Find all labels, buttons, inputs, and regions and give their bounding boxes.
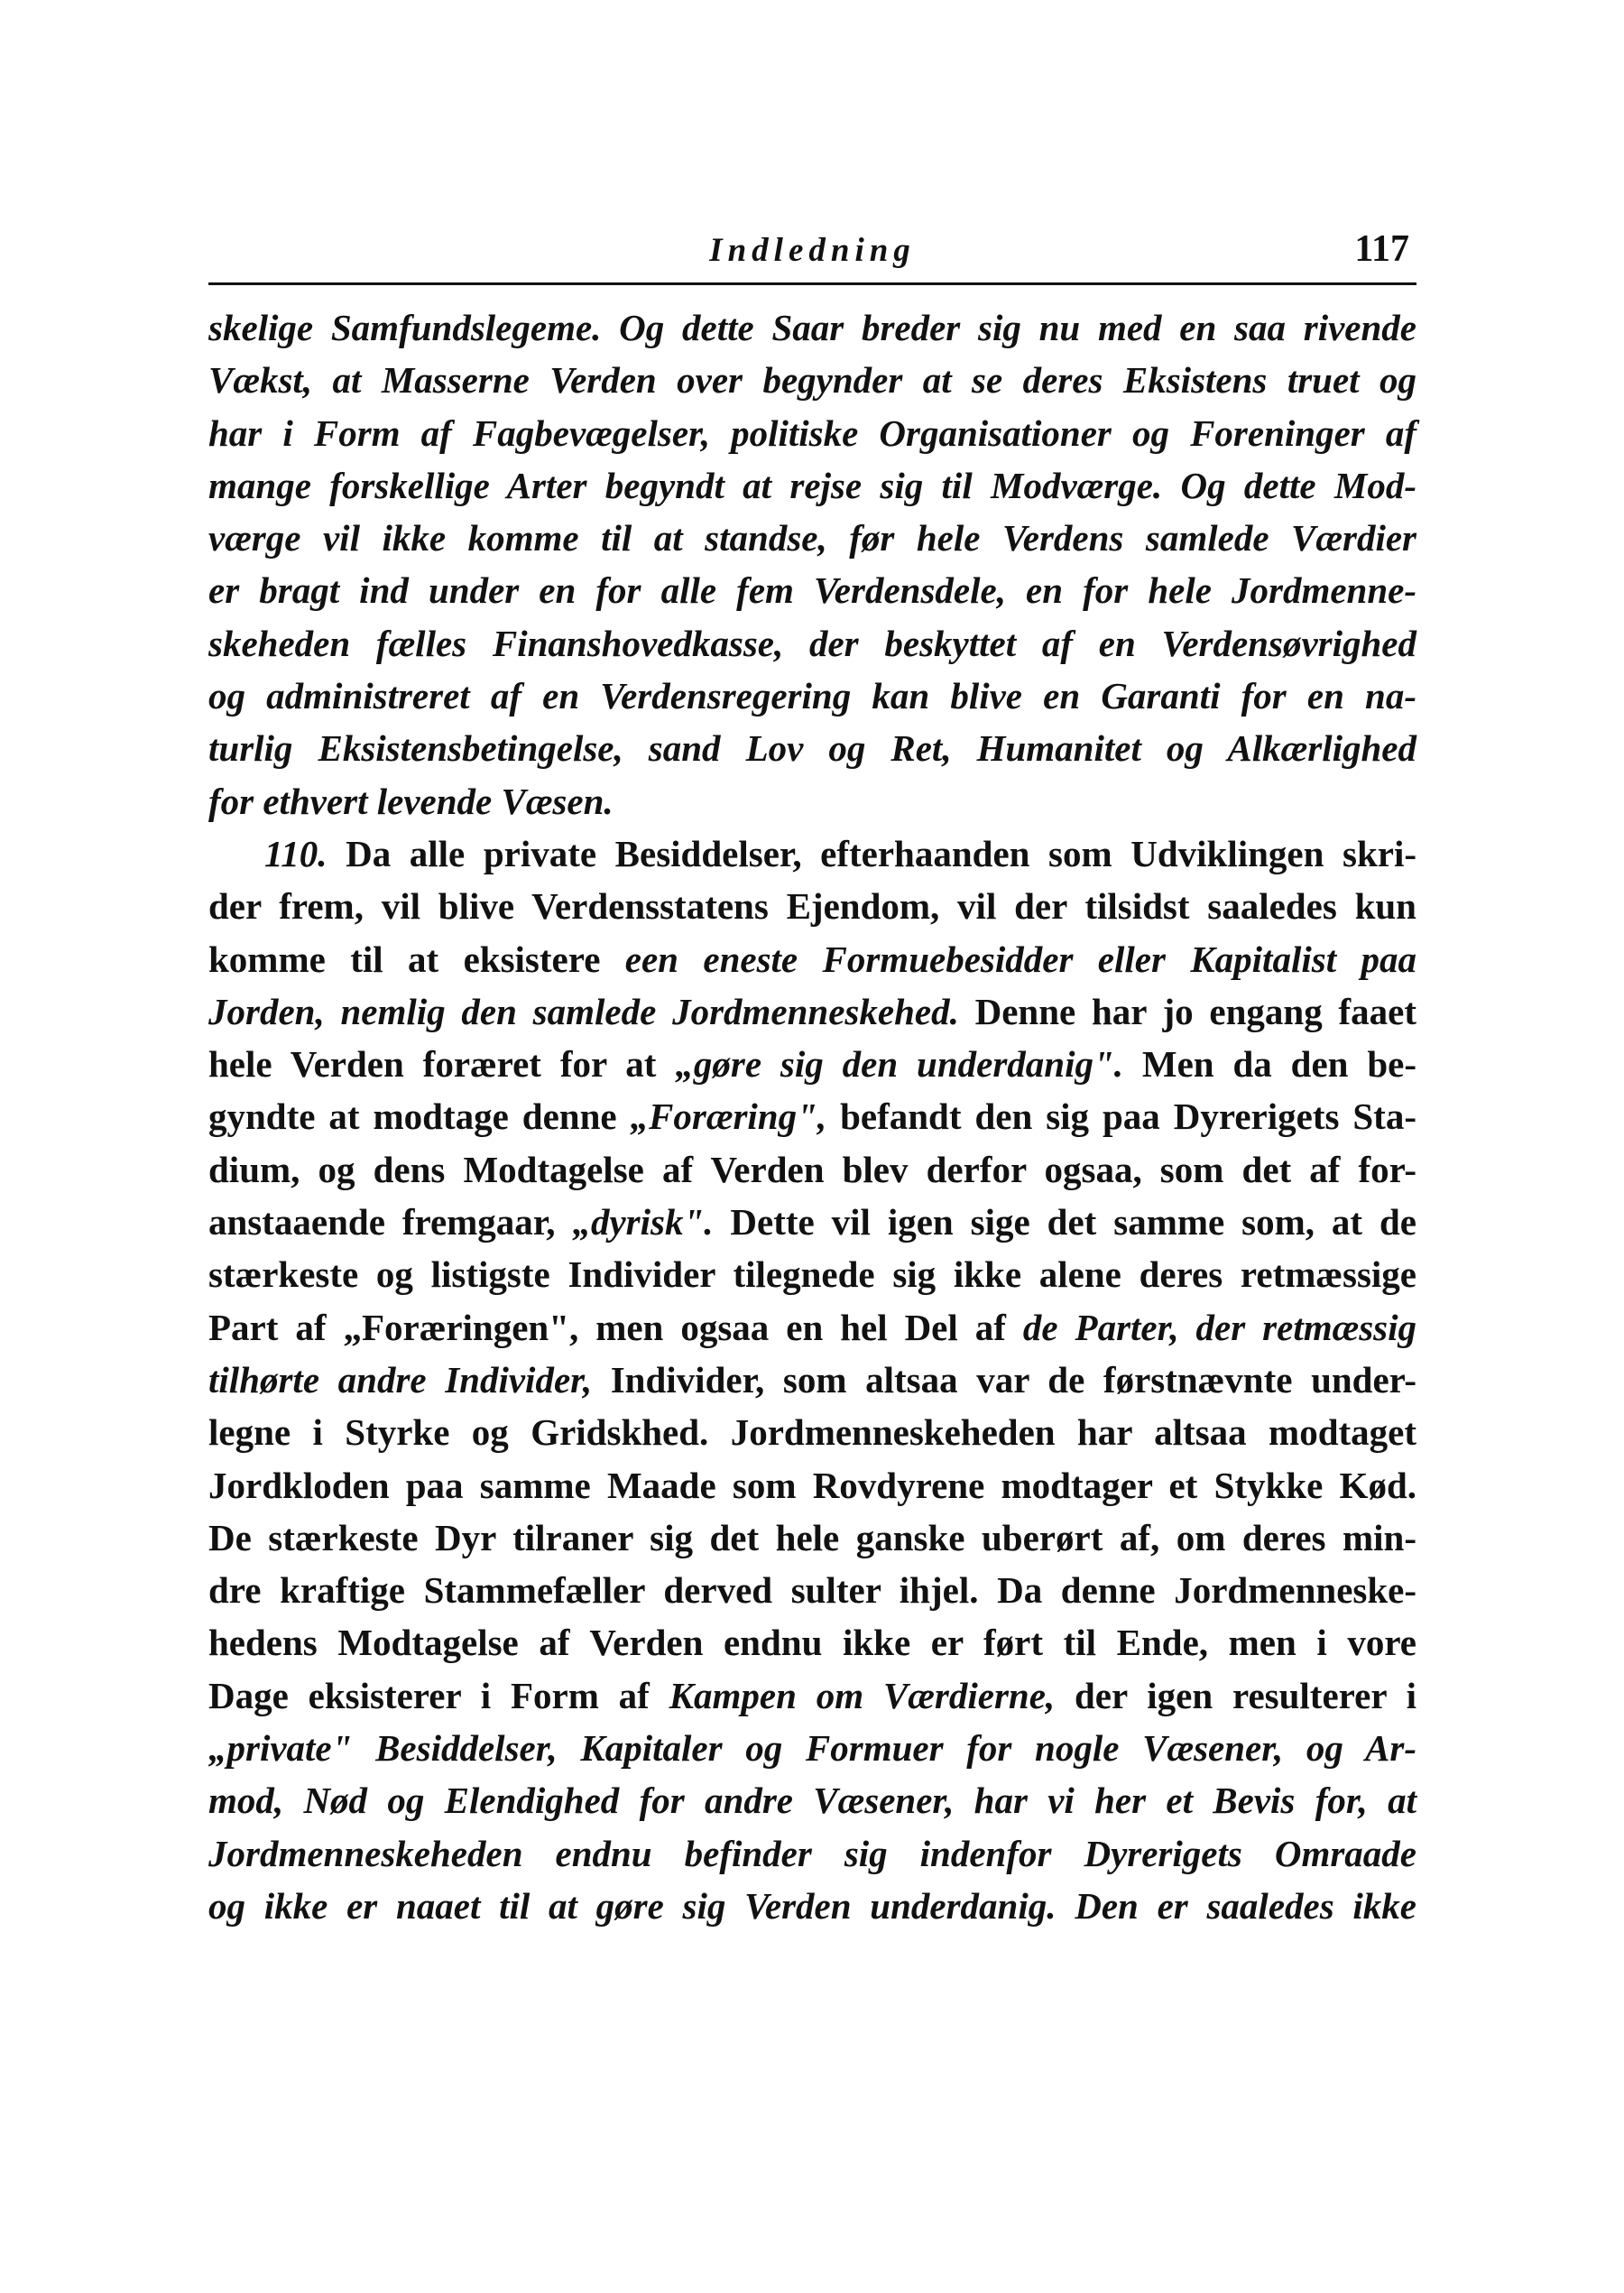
- text-line: [208, 1301, 1416, 1354]
- text-segment: Individer, som altsaa var de førstnævnte under-: [592, 1358, 1416, 1401]
- text-segment: „dyrisk".: [572, 1201, 714, 1244]
- text-segment: Jordkloden paa samme Maade som Rovdyrene modtager et Stykke Kød.: [208, 1464, 1416, 1506]
- text-segment: har i Form af Fagbevægelser, politiske Organisationer og Foreninger af: [208, 411, 1416, 454]
- text-segment: Da alle private Besiddelser, efterhaanden som Udviklingen skri-: [327, 832, 1416, 874]
- text-line: [208, 459, 1416, 512]
- text-segment: dium, og dens Modtagelse af Verden blev derfor ogsaa, som det af for-: [208, 1148, 1416, 1190]
- text-segment: Vækst, at Masserne Verden over begynder at se deres Eksistens truet og: [208, 359, 1416, 402]
- text-segment: De stærkeste Dyr tilraner sig det hele ganske uberørt af, om deres min-: [208, 1516, 1416, 1558]
- text-segment: mange forskellige Arter begyndt at rejse sig til Modværge. Og dette Mod-: [208, 464, 1416, 506]
- text-line: [208, 985, 1416, 1038]
- text-segment: Dage eksisterer i Form af: [208, 1674, 669, 1716]
- page-number: 117: [1354, 228, 1409, 270]
- text-segment: er bragt ind under en for alle fem Verdensdele, en for hele Jordmenne-: [208, 569, 1416, 612]
- text-line: [208, 617, 1416, 670]
- text-line: [208, 1616, 1416, 1669]
- text-line: [208, 880, 1416, 932]
- text-segment: hedens Modtagelse af Verden endnu ikke er ført til Ende, men i vore: [208, 1622, 1416, 1664]
- text-line: [208, 1406, 1416, 1458]
- text-line: [208, 1512, 1416, 1564]
- text-line: [208, 670, 1416, 722]
- text-segment: turlig Eksistensbetingelse, sand Lov og Ret, Humanitet og Alkærlighed: [208, 727, 1416, 770]
- header-rule: [208, 282, 1416, 285]
- text-segment: 110.: [264, 832, 328, 874]
- text-segment: „private" Besiddelser, Kapitaler og Formuer for nogle Væsener, og Ar-: [208, 1727, 1416, 1770]
- text-segment: skelige Samfundslegeme. Og dette Saar breder sig nu med en saa rivende: [208, 307, 1416, 348]
- text-segment: gyndte at modtage denne: [208, 1096, 631, 1138]
- text-segment: legne i Styrke og Gridskhed. Jordmenneskeheden har altsaa modtaget: [208, 1411, 1416, 1454]
- text-segment: Kampen om Værdierne,: [669, 1674, 1056, 1716]
- text-line: [208, 512, 1416, 564]
- text-segment: værge vil ikke komme til at standse, før hele Verdens samlede Værdier: [208, 517, 1416, 559]
- text-line: [208, 1669, 1416, 1722]
- text-segment: befandt den sig paa Dyrerigets Sta-: [826, 1096, 1416, 1138]
- text-line: [208, 775, 1416, 828]
- text-line: [208, 1459, 1416, 1512]
- text-line: [208, 1038, 1416, 1090]
- text-segment: stærkeste og listigste Individer tilegnede sig ikke alene deres retmæssige: [208, 1253, 1416, 1296]
- text-segment: komme til at eksistere: [208, 938, 625, 980]
- text-line: [208, 1196, 1416, 1248]
- text-line: [208, 354, 1416, 406]
- text-line: [208, 722, 1416, 774]
- text-line: [208, 407, 1416, 459]
- text-line: [208, 1880, 1416, 1932]
- text-segment: „Foræring",: [630, 1096, 827, 1138]
- text-segment: mod, Nød og Elendighed for andre Væsener, har vi her et Bevis for, at: [208, 1780, 1416, 1822]
- text-segment: der igen resulterer i: [1055, 1674, 1416, 1716]
- text-line: [208, 1090, 1416, 1142]
- text-line: [208, 1827, 1416, 1880]
- text-line: [208, 1248, 1416, 1300]
- text-segment: Jordmenneskeheden endnu befinder sig indenfor Dyrerigets Omraade: [208, 1832, 1416, 1874]
- text-line: [208, 1722, 1416, 1774]
- text-segment: de Parter, der retmæssig: [1022, 1306, 1417, 1348]
- text-segment: anstaaende fremgaar,: [208, 1201, 573, 1244]
- text-segment: og administreret af en Verdensregering kan blive en Garanti for en na-: [208, 675, 1416, 717]
- text-segment: Men da den be-: [1122, 1043, 1416, 1086]
- text-line: [208, 1354, 1416, 1406]
- text-segment: Denne har jo engang faaet: [958, 990, 1417, 1032]
- text-line: [208, 1564, 1416, 1616]
- text-segment: „gøre sig den underdanig".: [675, 1043, 1123, 1086]
- text-segment: tilhørte andre Individer,: [208, 1358, 593, 1401]
- text-segment: for ethvert levende Væsen.: [208, 780, 614, 822]
- text-segment: Part af „Foræringen", men ogsaa en hel Del af: [208, 1306, 1023, 1348]
- text-segment: Dette vil igen sige det samme som, at de: [713, 1201, 1417, 1244]
- running-head: [208, 226, 1416, 282]
- text-line: [208, 933, 1416, 985]
- text-line: [208, 1774, 1416, 1826]
- body-text: [208, 301, 1416, 1932]
- text-line: [208, 828, 1416, 880]
- text-segment: dre kraftige Stammefæller derved sulter ihjel. Da denne Jordmenneske-: [208, 1569, 1416, 1612]
- text-segment: skeheden fælles Finanshovedkasse, der beskyttet af en Verdensøvrighed: [208, 622, 1416, 664]
- text-segment: Jorden, nemlig den samlede Jordmenneskehed.: [208, 990, 959, 1032]
- text-line: [208, 1143, 1416, 1196]
- text-segment: og ikke er naaet til at gøre sig Verden underdanig. Den er saaledes ikke: [208, 1884, 1416, 1927]
- text-line: [208, 564, 1416, 616]
- running-title: Indledning: [709, 232, 916, 269]
- text-segment: een eneste Formuebesidder eller Kapitalist paa: [624, 938, 1416, 980]
- text-line: [208, 301, 1416, 354]
- text-segment: hele Verden foræret for at: [208, 1043, 676, 1086]
- text-segment: der frem, vil blive Verdensstatens Ejendom, vil der tilsidst saaledes kun: [208, 885, 1416, 928]
